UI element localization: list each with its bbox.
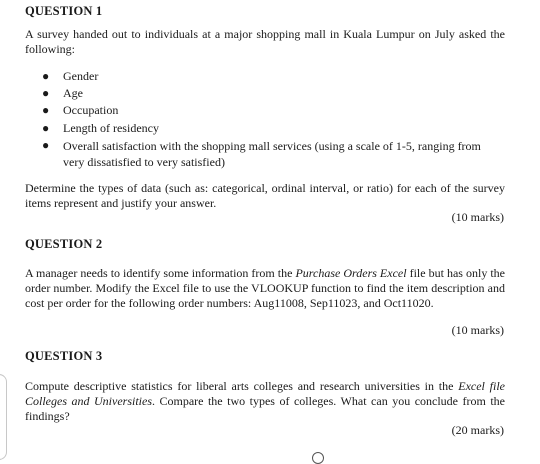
survey-item-gender: Gender: [63, 69, 99, 83]
question-2-filename: Purchase Orders Excel: [295, 266, 407, 280]
list-item: [42, 137, 502, 170]
question-3-heading: QUESTION 3: [25, 349, 103, 363]
survey-item-occupation: Occupation: [63, 103, 119, 118]
page-edge-bracket: [0, 374, 7, 460]
question-3-marks: (20 marks): [451, 423, 504, 437]
question-1-intro: A survey handed out to individuals at a major shopping mall in Kuala Lumpur on July asked the following:: [25, 27, 505, 56]
bullet-icon: ●: [42, 103, 50, 118]
list-item: [42, 102, 502, 119]
bullet-icon: ●: [42, 120, 50, 135]
survey-item-residency: Length of residency: [63, 120, 159, 135]
list-item: [42, 120, 502, 137]
list-item: [42, 85, 502, 102]
question-1-task: Determine the types of data (such as: categorical, ordinal interval, or ratio) for each of the survey items represent and justify your answer.: [25, 181, 505, 210]
question-1-marks: (10 marks): [451, 210, 504, 224]
survey-item-satisfaction: Overall satisfaction with the shopping mall services (using a scale of 1-5, ranging from very dissatisfied to very satisfied): [63, 138, 481, 169]
question-2-heading: QUESTION 2: [25, 237, 103, 251]
question-3-text: [25, 379, 505, 424]
question-2-marks: (10 marks): [451, 323, 504, 337]
question-3-text-end: . Compare the two types of colleges. What can you conclude from the findings?: [25, 394, 505, 423]
question-1-heading: QUESTION 1: [25, 4, 103, 18]
bullet-icon: ●: [42, 86, 50, 101]
bullet-icon: ●: [42, 137, 50, 152]
bullet-icon: ●: [42, 69, 50, 83]
question-3-text-start: Compute descriptive statistics for liberal arts colleges and research universities in the: [25, 379, 459, 393]
scroll-indicator-icon: [312, 452, 324, 464]
survey-item-age: Age: [63, 86, 83, 101]
survey-items-list: [42, 68, 502, 170]
question-3-filename: Excel file Colleges and Universities: [25, 379, 505, 408]
question-2-text-start: A manager needs to identify some information from the: [25, 266, 296, 280]
list-item: [42, 68, 502, 85]
question-2-text: [25, 266, 505, 311]
question-2-text-end: file but has only the order number. Modify the Excel file to use the VLOOKUP function to find the item description and cost per order for the following order numbers: Aug11008, Sep11023, and Oct11020.: [25, 266, 505, 310]
